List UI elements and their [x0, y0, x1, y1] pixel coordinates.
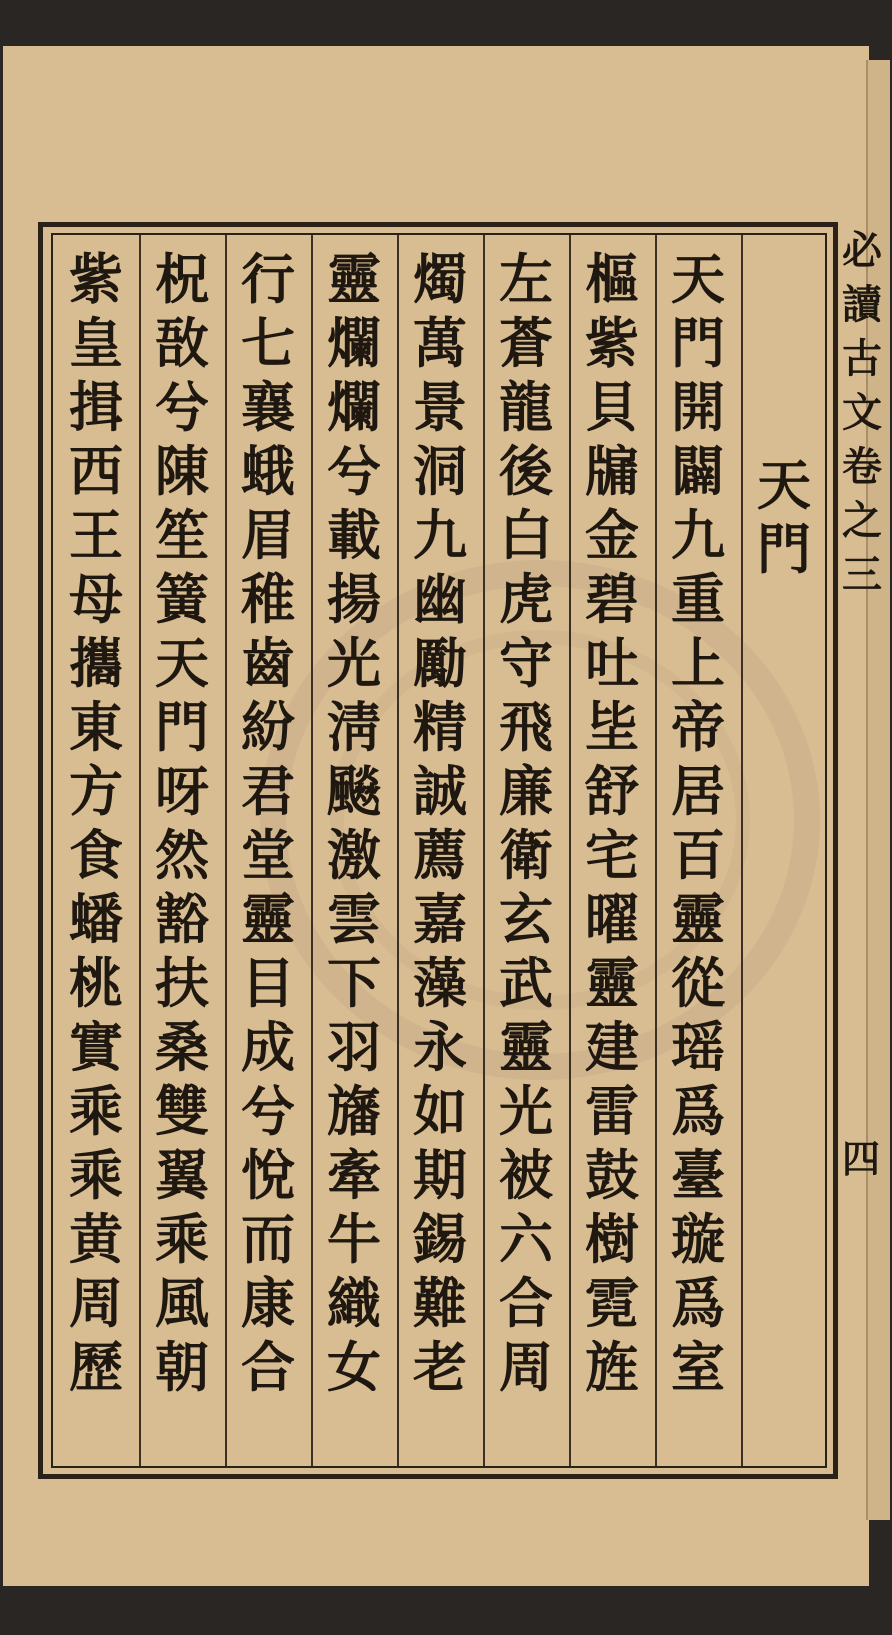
text-char: 載	[327, 503, 381, 567]
text-char: 行	[241, 247, 295, 311]
text-char: 飈	[327, 759, 381, 823]
text-char: 闢	[671, 439, 725, 503]
text-char: 揚	[327, 567, 381, 631]
text-char: 門	[155, 695, 209, 759]
text-char: 桃	[69, 951, 123, 1015]
text-char: 合	[499, 1271, 553, 1335]
text-char: 景	[413, 375, 467, 439]
text-char: 上	[671, 631, 725, 695]
text-char: 牖	[585, 439, 639, 503]
text-char: 爲	[671, 1079, 725, 1143]
margin-char: 卷	[842, 443, 882, 490]
title-char: 天	[757, 453, 811, 517]
text-char: 乘	[69, 1079, 123, 1143]
text-char: 雲	[327, 887, 381, 951]
margin-char: 文	[842, 389, 882, 436]
text-char: 東	[69, 695, 123, 759]
text-char: 兮	[241, 1079, 295, 1143]
text-char: 皇	[69, 311, 123, 375]
text-column	[487, 247, 565, 1399]
page-number	[842, 1128, 880, 1183]
text-char: 靈	[585, 951, 639, 1015]
text-char: 蒼	[499, 311, 553, 375]
column-rule	[569, 235, 571, 1466]
text-column	[659, 247, 737, 1399]
text-char: 重	[671, 567, 725, 631]
text-char: 然	[155, 823, 209, 887]
text-char: 黄	[69, 1207, 123, 1271]
text-char: 精	[413, 695, 467, 759]
text-char: 吐	[585, 631, 639, 695]
text-char: 母	[69, 567, 123, 631]
text-char: 桑	[155, 1015, 209, 1079]
text-char: 靈	[241, 887, 295, 951]
text-char: 牛	[327, 1207, 381, 1271]
text-char: 紛	[241, 695, 295, 759]
margin-char: 讀	[842, 281, 882, 328]
title-char: 門	[757, 517, 811, 581]
text-char: 牽	[327, 1143, 381, 1207]
text-char: 舒	[585, 759, 639, 823]
text-char: 兮	[155, 375, 209, 439]
text-char: 歷	[69, 1335, 123, 1399]
text-char: 豁	[155, 887, 209, 951]
text-char: 周	[69, 1271, 123, 1335]
text-char: 樹	[585, 1207, 639, 1271]
text-char: 瑶	[671, 1015, 725, 1079]
text-char: 稚	[241, 567, 295, 631]
text-char: 合	[241, 1335, 295, 1399]
text-char: 旌	[585, 1335, 639, 1399]
text-char: 廉	[499, 759, 553, 823]
margin-char: 古	[842, 335, 882, 382]
text-char: 敔	[155, 311, 209, 375]
text-char: 食	[69, 823, 123, 887]
column-rule	[225, 235, 227, 1466]
text-char: 陳	[155, 439, 209, 503]
text-char: 飛	[499, 695, 553, 759]
text-char: 乘	[69, 1143, 123, 1207]
text-char: 靈	[671, 887, 725, 951]
text-char: 堂	[241, 823, 295, 887]
text-char: 扶	[155, 951, 209, 1015]
text-column	[229, 247, 307, 1399]
text-char: 紫	[585, 311, 639, 375]
text-char: 柷	[155, 247, 209, 311]
margin-char: 必	[842, 227, 882, 274]
text-char: 目	[241, 951, 295, 1015]
text-char: 光	[327, 631, 381, 695]
text-column	[401, 247, 479, 1399]
text-char: 錫	[413, 1207, 467, 1271]
text-char: 靈	[327, 247, 381, 311]
text-char: 實	[69, 1015, 123, 1079]
text-char: 燭	[413, 247, 467, 311]
text-char: 方	[69, 759, 123, 823]
text-char: 蛾	[241, 439, 295, 503]
text-char: 洞	[413, 439, 467, 503]
text-char: 虎	[499, 567, 553, 631]
text-char: 悅	[241, 1143, 295, 1207]
text-char: 爲	[671, 1271, 725, 1335]
text-char: 嘉	[413, 887, 467, 951]
text-char: 幽	[413, 567, 467, 631]
text-char: 君	[241, 759, 295, 823]
text-column	[143, 247, 221, 1399]
text-char: 門	[671, 311, 725, 375]
text-char: 羽	[327, 1015, 381, 1079]
margin-char: 三	[842, 551, 882, 598]
margin-char: 之	[842, 497, 882, 544]
text-char: 女	[327, 1335, 381, 1399]
text-char: 霓	[585, 1271, 639, 1335]
text-char: 周	[499, 1335, 553, 1399]
text-char: 雷	[585, 1079, 639, 1143]
column-rule	[483, 235, 485, 1466]
text-char: 室	[671, 1335, 725, 1399]
text-char: 建	[585, 1015, 639, 1079]
text-char: 永	[413, 1015, 467, 1079]
text-char: 而	[241, 1207, 295, 1271]
text-char: 天	[155, 631, 209, 695]
column-rule	[397, 235, 399, 1466]
text-char: 蟠	[69, 887, 123, 951]
text-char: 襄	[241, 375, 295, 439]
text-char: 呀	[155, 759, 209, 823]
text-char: 六	[499, 1207, 553, 1271]
text-char: 璇	[671, 1207, 725, 1271]
text-char: 王	[69, 503, 123, 567]
text-char: 萬	[413, 311, 467, 375]
text-char: 玄	[499, 887, 553, 951]
text-char: 激	[327, 823, 381, 887]
text-char: 西	[69, 439, 123, 503]
text-char: 旛	[327, 1079, 381, 1143]
text-char: 風	[155, 1271, 209, 1335]
text-char: 七	[241, 311, 295, 375]
text-char: 朝	[155, 1335, 209, 1399]
text-column	[315, 247, 393, 1399]
text-char: 居	[671, 759, 725, 823]
text-char: 下	[327, 951, 381, 1015]
text-char: 期	[413, 1143, 467, 1207]
text-char: 老	[413, 1335, 467, 1399]
text-char: 爛	[327, 375, 381, 439]
text-char: 如	[413, 1079, 467, 1143]
text-char: 從	[671, 951, 725, 1015]
text-char: 貝	[585, 375, 639, 439]
text-char: 靈	[499, 1015, 553, 1079]
text-char: 誠	[413, 759, 467, 823]
column-rule	[741, 235, 743, 1466]
text-char: 曜	[585, 887, 639, 951]
text-char: 勵	[413, 631, 467, 695]
text-char: 康	[241, 1271, 295, 1335]
text-char: 揖	[69, 375, 123, 439]
text-frame-inner	[51, 233, 827, 1468]
text-char: 碧	[585, 567, 639, 631]
text-char: 齒	[241, 631, 295, 695]
text-char: 光	[499, 1079, 553, 1143]
text-char: 淸	[327, 695, 381, 759]
text-char: 雙	[155, 1079, 209, 1143]
margin-title	[842, 224, 882, 602]
text-char: 左	[499, 247, 553, 311]
text-char: 成	[241, 1015, 295, 1079]
text-char: 武	[499, 951, 553, 1015]
text-char: 兮	[327, 439, 381, 503]
text-char: 天	[671, 247, 725, 311]
column-rule	[139, 235, 141, 1466]
text-char: 衛	[499, 823, 553, 887]
text-char: 攜	[69, 631, 123, 695]
text-char: 帝	[671, 695, 725, 759]
text-column	[573, 247, 651, 1399]
section-title	[745, 453, 823, 581]
text-char: 臺	[671, 1143, 725, 1207]
text-char: 樞	[585, 247, 639, 311]
text-char: 鼓	[585, 1143, 639, 1207]
text-char: 坒	[585, 695, 639, 759]
text-char: 龍	[499, 375, 553, 439]
text-char: 百	[671, 823, 725, 887]
text-char: 被	[499, 1143, 553, 1207]
text-char: 難	[413, 1271, 467, 1335]
text-char: 白	[499, 503, 553, 567]
text-char: 藻	[413, 951, 467, 1015]
text-char: 九	[413, 503, 467, 567]
text-char: 笙	[155, 503, 209, 567]
text-char: 開	[671, 375, 725, 439]
text-char: 守	[499, 631, 553, 695]
text-char: 乘	[155, 1207, 209, 1271]
text-char: 九	[671, 503, 725, 567]
text-char: 後	[499, 439, 553, 503]
text-char: 紫	[69, 247, 123, 311]
column-rule	[655, 235, 657, 1466]
text-char: 爛	[327, 311, 381, 375]
text-char: 薦	[413, 823, 467, 887]
text-frame	[38, 222, 838, 1479]
text-char: 宅	[585, 823, 639, 887]
text-char: 織	[327, 1271, 381, 1335]
text-column	[57, 247, 135, 1399]
text-char: 簧	[155, 567, 209, 631]
column-rule	[311, 235, 313, 1466]
text-char: 翼	[155, 1143, 209, 1207]
page-number-text: 四	[842, 1136, 881, 1181]
text-char: 金	[585, 503, 639, 567]
text-char: 眉	[241, 503, 295, 567]
